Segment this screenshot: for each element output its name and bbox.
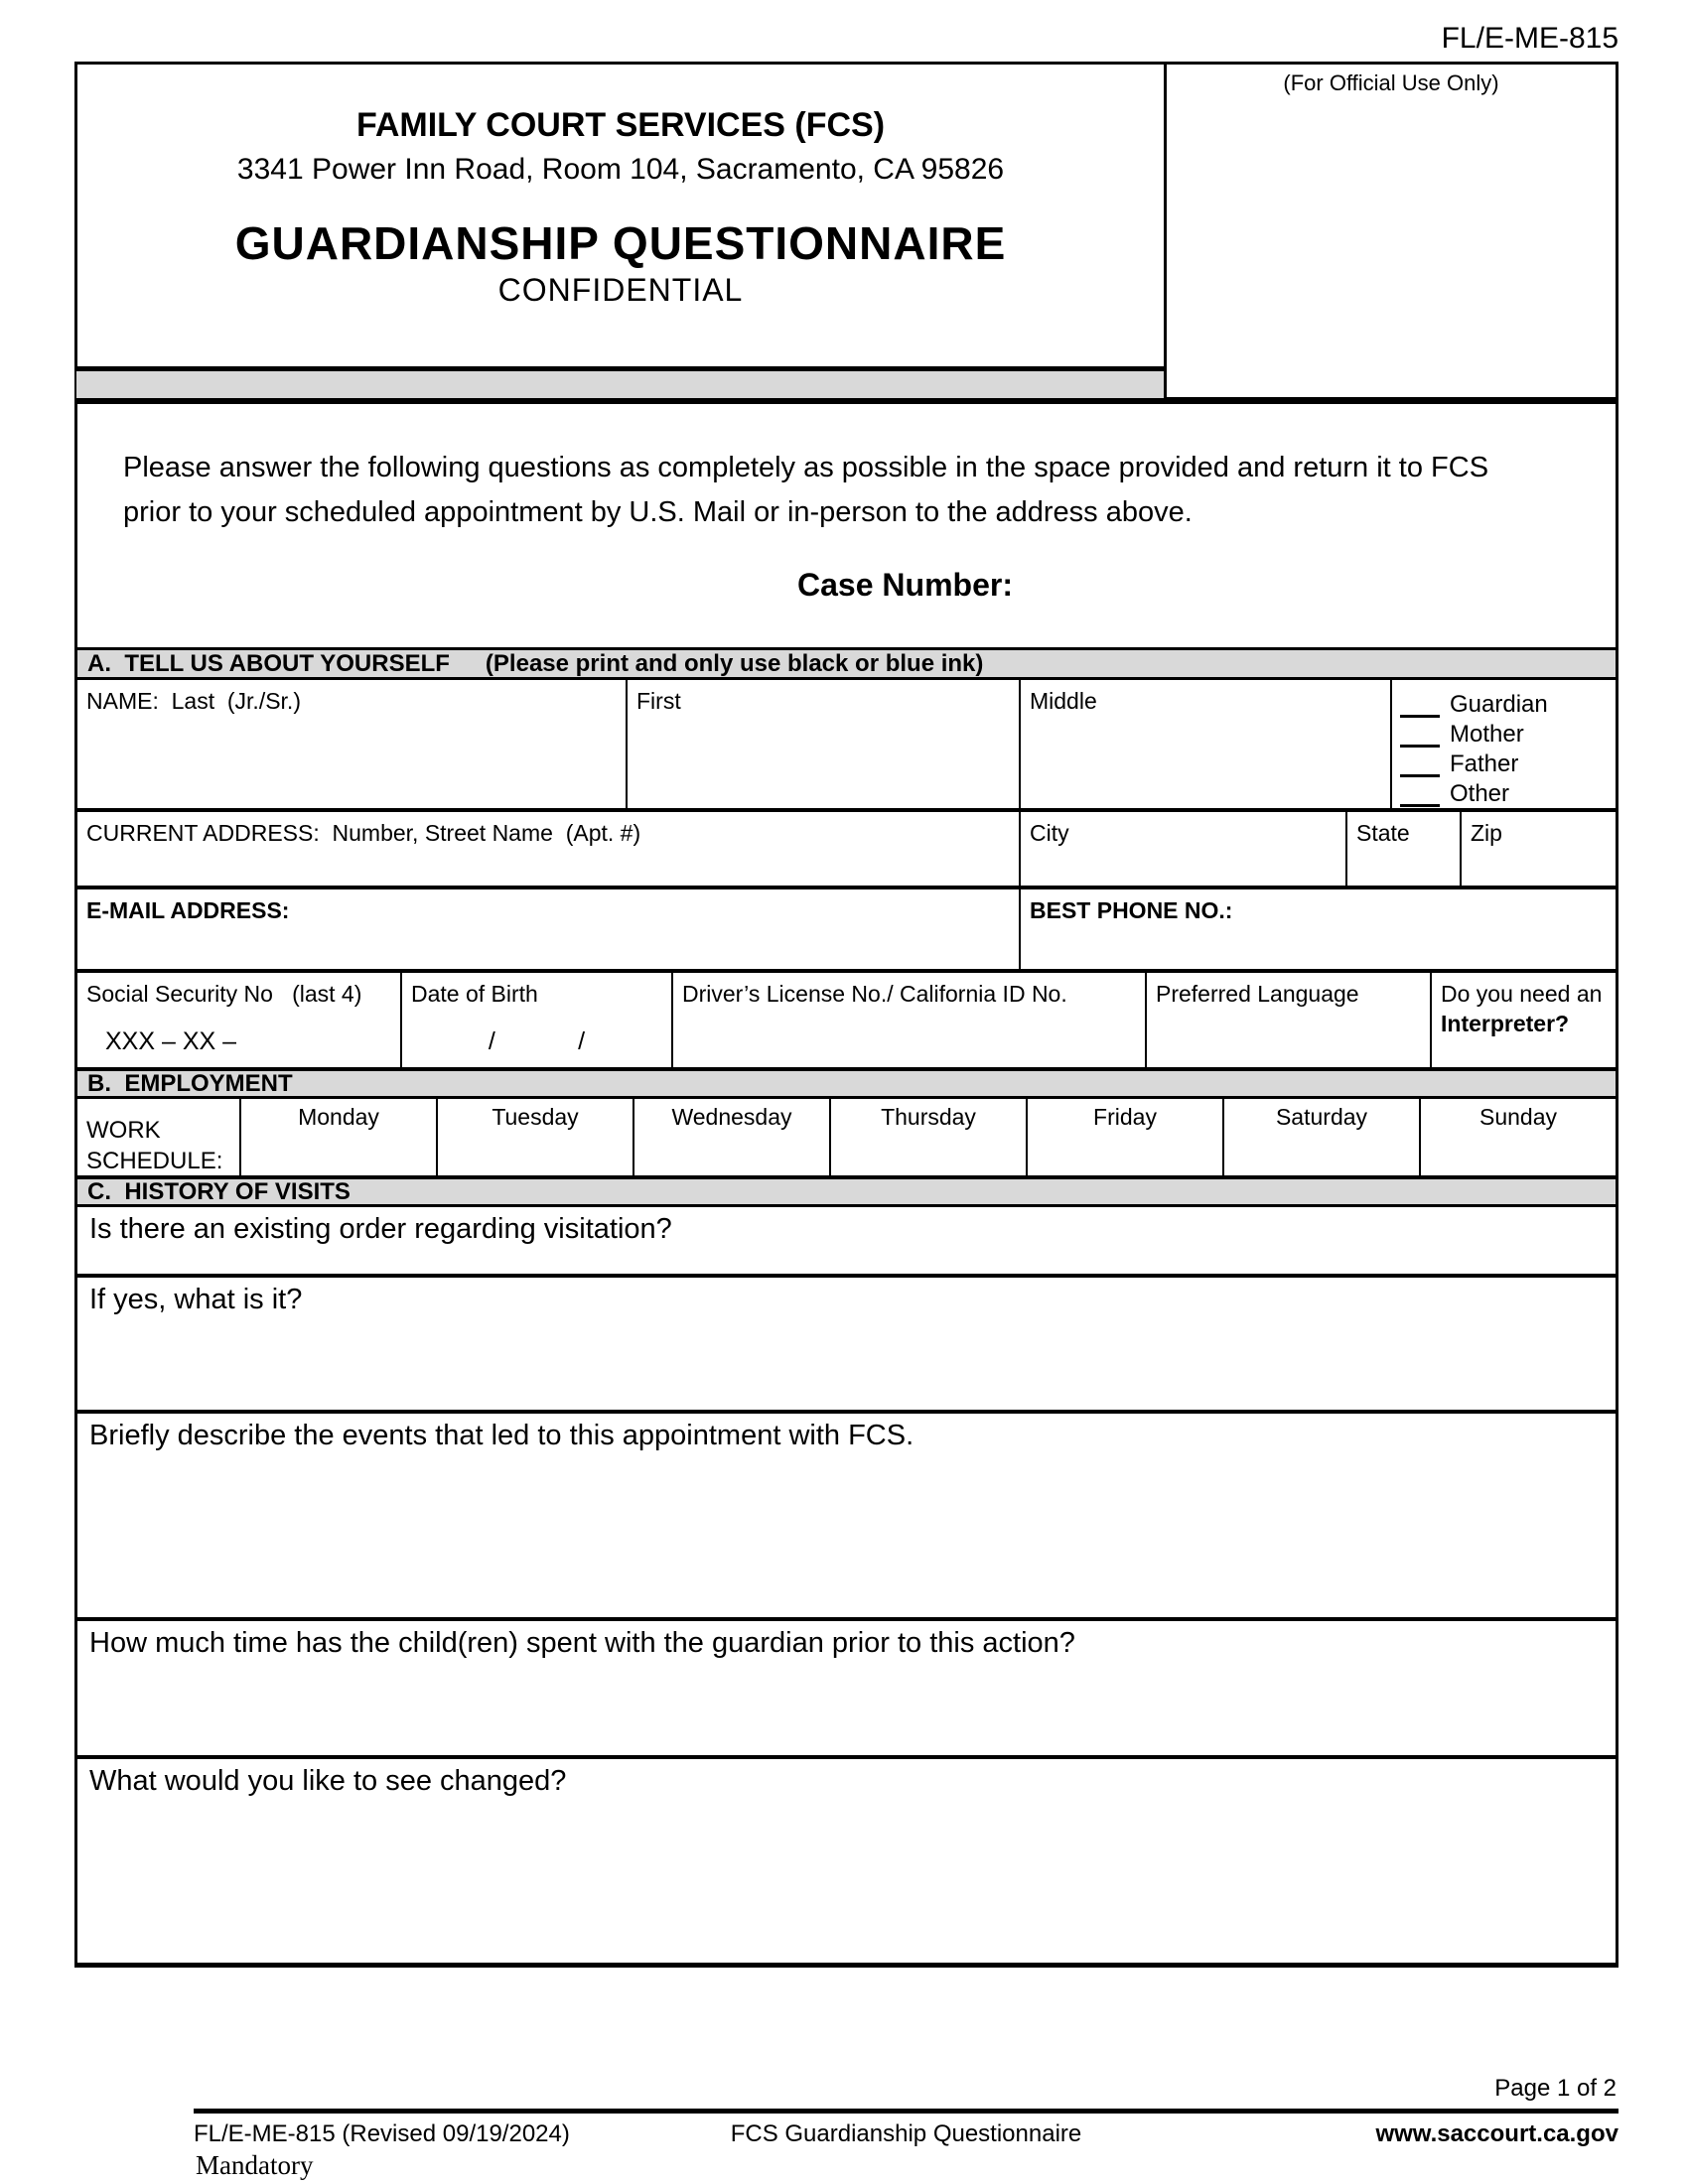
role-label-father: Father xyxy=(1450,750,1519,777)
drivers-license-label: Driver’s License No./ California ID No. xyxy=(682,981,1067,1007)
day-label-tuesday: Tuesday xyxy=(492,1104,579,1130)
role-blank-line[interactable] xyxy=(1400,726,1440,748)
form-number-top: FL/E-ME-815 xyxy=(1441,22,1618,55)
ssn-mask: XXX – XX – xyxy=(105,1026,237,1055)
interpreter-cell[interactable] xyxy=(1430,973,1616,1067)
preferred-language-label: Preferred Language xyxy=(1156,981,1359,1007)
answer-space[interactable] xyxy=(77,1452,1616,1617)
answer-space[interactable] xyxy=(77,1246,1616,1274)
street-address-cell[interactable] xyxy=(77,812,1019,886)
intro-section xyxy=(77,404,1616,650)
page-number: Page 1 of 2 xyxy=(1494,2075,1617,2102)
day-label-friday: Friday xyxy=(1093,1104,1157,1130)
name-middle-cell[interactable] xyxy=(1019,680,1390,808)
work-day-thursday-cell[interactable] xyxy=(829,1099,1026,1175)
role-label-other: Other xyxy=(1450,779,1510,807)
role-option-father[interactable] xyxy=(1400,748,1616,777)
role-option-mother[interactable] xyxy=(1400,718,1616,748)
day-label-saturday: Saturday xyxy=(1275,1104,1368,1130)
day-label-wednesday: Wednesday xyxy=(671,1104,792,1130)
question-row-events xyxy=(77,1414,1616,1621)
email-cell[interactable] xyxy=(77,889,1019,969)
question-row-visitation-order xyxy=(77,1207,1616,1278)
role-blank-line[interactable] xyxy=(1400,755,1440,777)
day-label-sunday: Sunday xyxy=(1478,1104,1557,1130)
role-selection-cell xyxy=(1390,680,1616,808)
work-day-saturday-cell[interactable] xyxy=(1222,1099,1419,1175)
work-schedule-label: WORK SCHEDULE: xyxy=(86,1117,223,1175)
intro-line-1: Please answer the following questions as completely as possible in the space provided and return it to FCS xyxy=(123,452,1489,483)
interpreter-label-line2: Interpreter? xyxy=(1441,1010,1570,1036)
question-row-time-spent xyxy=(77,1621,1616,1759)
section-a-title: A. TELL US ABOUT YOURSELF xyxy=(87,649,450,677)
name-row xyxy=(77,680,1616,812)
question-text: What would you like to see changed? xyxy=(89,1765,567,1797)
phone-label: BEST PHONE NO.: xyxy=(1030,897,1233,923)
section-c-title: C. HISTORY OF VISITS xyxy=(87,1177,351,1205)
name-last-cell[interactable] xyxy=(77,680,626,808)
question-text: Briefly describe the events that led to this appointment with FCS. xyxy=(89,1420,914,1451)
day-label-thursday: Thursday xyxy=(881,1104,976,1130)
identification-row xyxy=(77,973,1616,1071)
question-row-if-yes xyxy=(77,1278,1616,1414)
footer-mandatory: Mandatory xyxy=(196,2150,314,2180)
section-a-note: (Please print and only use black or blue ink) xyxy=(485,649,984,677)
answer-space[interactable] xyxy=(77,1798,1616,1963)
footer-rule xyxy=(194,2109,1618,2114)
work-day-friday-cell[interactable] xyxy=(1026,1099,1222,1175)
role-option-guardian[interactable] xyxy=(1400,688,1616,718)
footer-website: www.saccourt.ca.gov xyxy=(1375,2120,1618,2147)
official-use-label: (For Official Use Only) xyxy=(1283,70,1499,95)
intro-paragraph xyxy=(77,404,1616,535)
section-b-title: B. EMPLOYMENT xyxy=(87,1069,293,1097)
org-address: 3341 Power Inn Road, Room 104, Sacramento, CA 95826 xyxy=(236,153,1005,186)
form-body xyxy=(74,400,1618,1968)
case-number-label: Case Number: xyxy=(797,566,1013,603)
email-label: E-MAIL ADDRESS: xyxy=(86,897,290,923)
answer-space[interactable] xyxy=(77,1316,1616,1410)
state-cell[interactable] xyxy=(1345,812,1460,886)
name-middle-label: Middle xyxy=(1030,688,1097,714)
dob-label: Date of Birth xyxy=(411,981,538,1007)
ssn-cell[interactable] xyxy=(77,973,400,1067)
interpreter-label-line1: Do you need an xyxy=(1441,981,1603,1007)
header-box xyxy=(74,62,1167,369)
dob-cell[interactable] xyxy=(400,973,671,1067)
confidential-label: CONFIDENTIAL xyxy=(497,272,744,308)
footer-row xyxy=(194,2120,1618,2148)
ssn-label: Social Security No (last 4) xyxy=(86,981,362,1007)
footer-form-title: FCS Guardianship Questionnaire xyxy=(730,2120,1082,2147)
street-address-label: CURRENT ADDRESS: Number, Street Name (Apt. #) xyxy=(86,820,641,846)
dob-mask: / / xyxy=(488,1026,586,1055)
form-title: GUARDIANSHIP QUESTIONNAIRE xyxy=(234,217,1007,269)
intro-line-2: prior to your scheduled appointment by U.S. Mail or in-person to the address above. xyxy=(123,495,1193,528)
drivers-license-cell[interactable] xyxy=(671,973,1145,1067)
zip-cell[interactable] xyxy=(1460,812,1616,886)
question-row-changes xyxy=(77,1759,1616,1963)
section-a-header xyxy=(77,650,1616,680)
work-day-monday-cell[interactable] xyxy=(239,1099,436,1175)
org-name: FAMILY COURT SERVICES (FCS) xyxy=(355,106,886,144)
footer-form-number: FL/E-ME-815 (Revised 09/19/2024) xyxy=(194,2120,570,2147)
work-day-tuesday-cell[interactable] xyxy=(436,1099,633,1175)
work-day-wednesday-cell[interactable] xyxy=(633,1099,829,1175)
work-day-sunday-cell[interactable] xyxy=(1419,1099,1616,1175)
role-option-other[interactable] xyxy=(1400,777,1616,807)
section-c-header xyxy=(77,1179,1616,1207)
day-label-monday: Monday xyxy=(298,1104,379,1130)
question-text: If yes, what is it? xyxy=(89,1284,303,1315)
preferred-language-cell[interactable] xyxy=(1145,973,1430,1067)
question-text: How much time has the child(ren) spent with the guardian prior to this action? xyxy=(89,1627,1075,1659)
contact-row xyxy=(77,889,1616,973)
role-blank-line[interactable] xyxy=(1400,785,1440,807)
question-text: Is there an existing order regarding visitation? xyxy=(89,1213,672,1245)
role-blank-line[interactable] xyxy=(1400,696,1440,718)
phone-cell[interactable] xyxy=(1019,889,1616,969)
role-label-mother: Mother xyxy=(1450,720,1524,748)
name-first-label: First xyxy=(636,688,681,714)
header-gray-strip xyxy=(74,369,1167,400)
zip-label: Zip xyxy=(1471,820,1502,846)
work-schedule-label-cell xyxy=(77,1099,239,1175)
name-first-cell[interactable] xyxy=(626,680,1019,808)
role-label-guardian: Guardian xyxy=(1450,690,1548,718)
city-label: City xyxy=(1030,820,1069,846)
state-label: State xyxy=(1356,820,1410,846)
answer-space[interactable] xyxy=(77,1660,1616,1755)
section-b-header xyxy=(77,1071,1616,1099)
name-last-label: NAME: Last (Jr./Sr.) xyxy=(86,688,301,714)
work-schedule-row xyxy=(77,1099,1616,1179)
address-row xyxy=(77,812,1616,889)
official-use-box xyxy=(1164,62,1618,400)
city-cell[interactable] xyxy=(1019,812,1345,886)
